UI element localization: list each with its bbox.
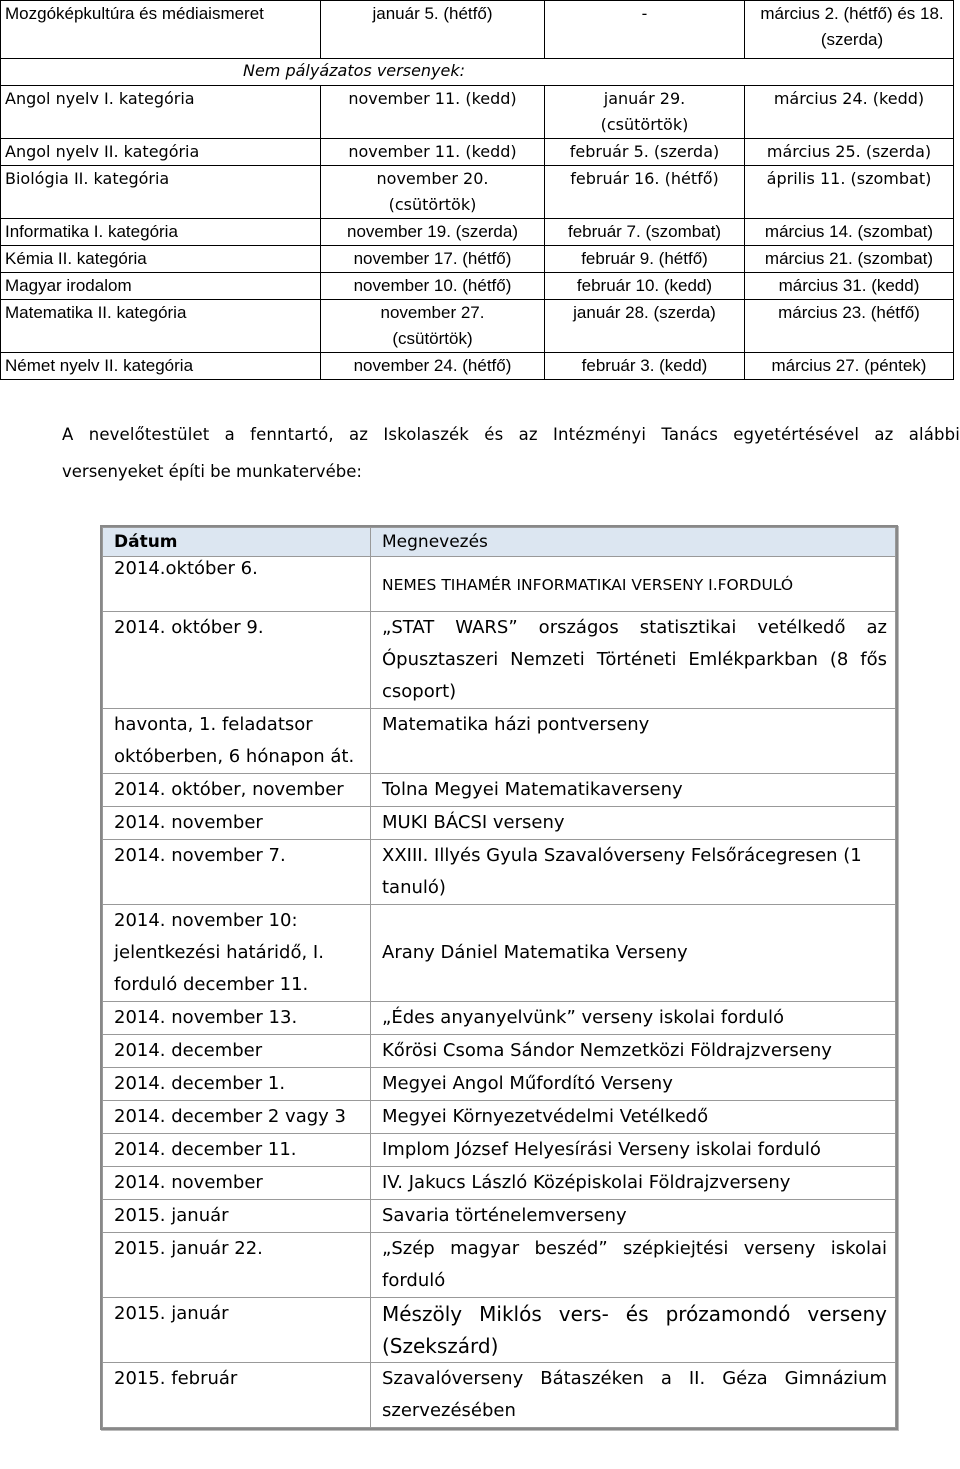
- round-2-date: február 5. (szerda): [545, 139, 745, 166]
- row-name: MUKI BÁCSI verseny: [371, 807, 896, 840]
- section-row: [1, 59, 954, 86]
- row-date: 2014. október, november: [103, 774, 371, 807]
- table-row: [103, 1200, 896, 1233]
- table-row: [1, 1, 954, 59]
- competition-name: Biológia II. kategória: [1, 166, 321, 219]
- row-name: „STAT WARS” országos statisztikai vetélkedő az Ópusztaszeri Nemzeti Történeti Emlékparkban (8 fős csoport): [371, 612, 896, 709]
- table-row: [103, 709, 896, 774]
- round-2-date: február 10. (kedd): [545, 273, 745, 300]
- row-name: Szavalóverseny Bátaszéken a II. Géza Gimnázium szervezésében: [371, 1363, 896, 1428]
- table-row: [103, 1134, 896, 1167]
- round-1-date: november 19. (szerda): [321, 219, 545, 246]
- round-1-date: november 24. (hétfő): [321, 353, 545, 380]
- round-3-date: március 24. (kedd): [745, 86, 954, 139]
- row-date: 2015. január: [103, 1298, 371, 1363]
- table-row: [103, 1101, 896, 1134]
- table-row: [1, 166, 954, 219]
- round-1-date: november 10. (hétfő): [321, 273, 545, 300]
- table-row: [103, 612, 896, 709]
- competitions-table-frame: [100, 525, 898, 1430]
- row-date: 2014. december 11.: [103, 1134, 371, 1167]
- table-row: [103, 1363, 896, 1428]
- round-3-date: március 14. (szombat): [745, 219, 954, 246]
- table-header-row: [103, 528, 896, 557]
- table-row: [103, 1068, 896, 1101]
- intro-line-2: versenyeket építi be munkatervébe:: [62, 462, 362, 481]
- round-2-date: január 29. (csütörtök): [545, 86, 745, 139]
- competition-schedule-table: [0, 0, 954, 380]
- row-name: IV. Jakucs László Középiskolai Földrajzverseny: [371, 1167, 896, 1200]
- competitions-table: [102, 527, 896, 1428]
- table-row: [1, 139, 954, 166]
- row-date: 2014. december 2 vagy 3: [103, 1101, 371, 1134]
- round-1-date: január 5. (hétfő): [321, 1, 545, 59]
- table-row: [103, 1002, 896, 1035]
- row-name: XXIII. Illyés Gyula Szavalóverseny Felsőrácegresen (1 tanuló): [371, 840, 896, 905]
- round-1-date: november 11. (kedd): [321, 139, 545, 166]
- round-2-date: február 9. (hétfő): [545, 246, 745, 273]
- row-name: Kőrösi Csoma Sándor Nemzetközi Földrajzverseny: [371, 1035, 896, 1068]
- intro-paragraph: [62, 416, 960, 490]
- round-3-date: március 27. (péntek): [745, 353, 954, 380]
- row-date: 2014. november 13.: [103, 1002, 371, 1035]
- row-date: 2014. november: [103, 807, 371, 840]
- round-1-date: november 20. (csütörtök): [321, 166, 545, 219]
- table-row: [1, 300, 954, 353]
- table-row: [103, 905, 896, 1002]
- section-label: Nem pályázatos versenyek:: [1, 59, 954, 86]
- round-3-date: március 21. (szombat): [745, 246, 954, 273]
- table-row: [103, 807, 896, 840]
- intro-line-1: A nevelőtestület a fenntartó, az Iskolaszék és az Intézményi Tanács egyetértésével az alábbi: [62, 425, 960, 444]
- competition-name: Angol nyelv II. kategória: [1, 139, 321, 166]
- header-name: Megnevezés: [371, 528, 896, 557]
- table-row: [1, 273, 954, 300]
- header-date: Dátum: [103, 528, 371, 557]
- row-name: Mészöly Miklós vers- és prózamondó verseny (Szekszárd): [371, 1298, 896, 1363]
- round-3-date: március 31. (kedd): [745, 273, 954, 300]
- table-row: [103, 1233, 896, 1298]
- competition-name: Angol nyelv I. kategória: [1, 86, 321, 139]
- row-date: 2014. november: [103, 1167, 371, 1200]
- table-row: [103, 557, 896, 612]
- table-row: [1, 246, 954, 273]
- round-1-date: november 11. (kedd): [321, 86, 545, 139]
- round-3-date: március 23. (hétfő): [745, 300, 954, 353]
- table-row: [1, 219, 954, 246]
- row-name: Matematika házi pontverseny: [371, 709, 896, 774]
- row-date: havonta, 1. feladatsor októberben, 6 hónapon át.: [103, 709, 371, 774]
- row-date: 2014. november 7.: [103, 840, 371, 905]
- row-name: Megyei Környezetvédelmi Vetélkedő: [371, 1101, 896, 1134]
- round-2-date: február 3. (kedd): [545, 353, 745, 380]
- row-name: Implom József Helyesírási Verseny iskolai forduló: [371, 1134, 896, 1167]
- competition-name: Mozgóképkultúra és médiaismeret: [1, 1, 321, 59]
- table-row: [1, 353, 954, 380]
- round-2-date: január 28. (szerda): [545, 300, 745, 353]
- row-name: Megyei Angol Műfordító Verseny: [371, 1068, 896, 1101]
- row-date: 2014. november 10: jelentkezési határidő, I. forduló december 11.: [103, 905, 371, 1002]
- table-row: [1, 86, 954, 139]
- round-3-date: április 11. (szombat): [745, 166, 954, 219]
- competition-name: Matematika II. kategória: [1, 300, 321, 353]
- round-1-date: november 27. (csütörtök): [321, 300, 545, 353]
- round-2-date: február 16. (hétfő): [545, 166, 745, 219]
- round-2-date: -: [545, 1, 745, 59]
- row-date: 2014.október 6.: [103, 557, 371, 612]
- row-name: „Édes anyanyelvünk” verseny iskolai forduló: [371, 1002, 896, 1035]
- table-row: [103, 840, 896, 905]
- table-row: [103, 1298, 896, 1363]
- row-name: „Szép magyar beszéd” szépkiejtési verseny iskolai forduló: [371, 1233, 896, 1298]
- row-name: Savaria történelemverseny: [371, 1200, 896, 1233]
- round-1-date: november 17. (hétfő): [321, 246, 545, 273]
- competition-name: Kémia II. kategória: [1, 246, 321, 273]
- round-3-date: március 25. (szerda): [745, 139, 954, 166]
- row-date: 2014. december: [103, 1035, 371, 1068]
- row-date: 2015. január 22.: [103, 1233, 371, 1298]
- round-3-date: március 2. (hétfő) és 18. (szerda): [745, 1, 954, 59]
- table-row: [103, 1035, 896, 1068]
- round-2-date: február 7. (szombat): [545, 219, 745, 246]
- row-name: NEMES TIHAMÉR INFORMATIKAI VERSENY I.FORDULÓ: [371, 557, 896, 612]
- competition-name: Német nyelv II. kategória: [1, 353, 321, 380]
- table-row: [103, 1167, 896, 1200]
- row-date: 2015. január: [103, 1200, 371, 1233]
- row-date: 2014. december 1.: [103, 1068, 371, 1101]
- row-date: 2014. október 9.: [103, 612, 371, 709]
- table-row: [103, 774, 896, 807]
- row-name: Arany Dániel Matematika Verseny: [371, 905, 896, 1002]
- competition-name: Informatika I. kategória: [1, 219, 321, 246]
- row-date: 2015. február: [103, 1363, 371, 1428]
- row-name: Tolna Megyei Matematikaverseny: [371, 774, 896, 807]
- competition-name: Magyar irodalom: [1, 273, 321, 300]
